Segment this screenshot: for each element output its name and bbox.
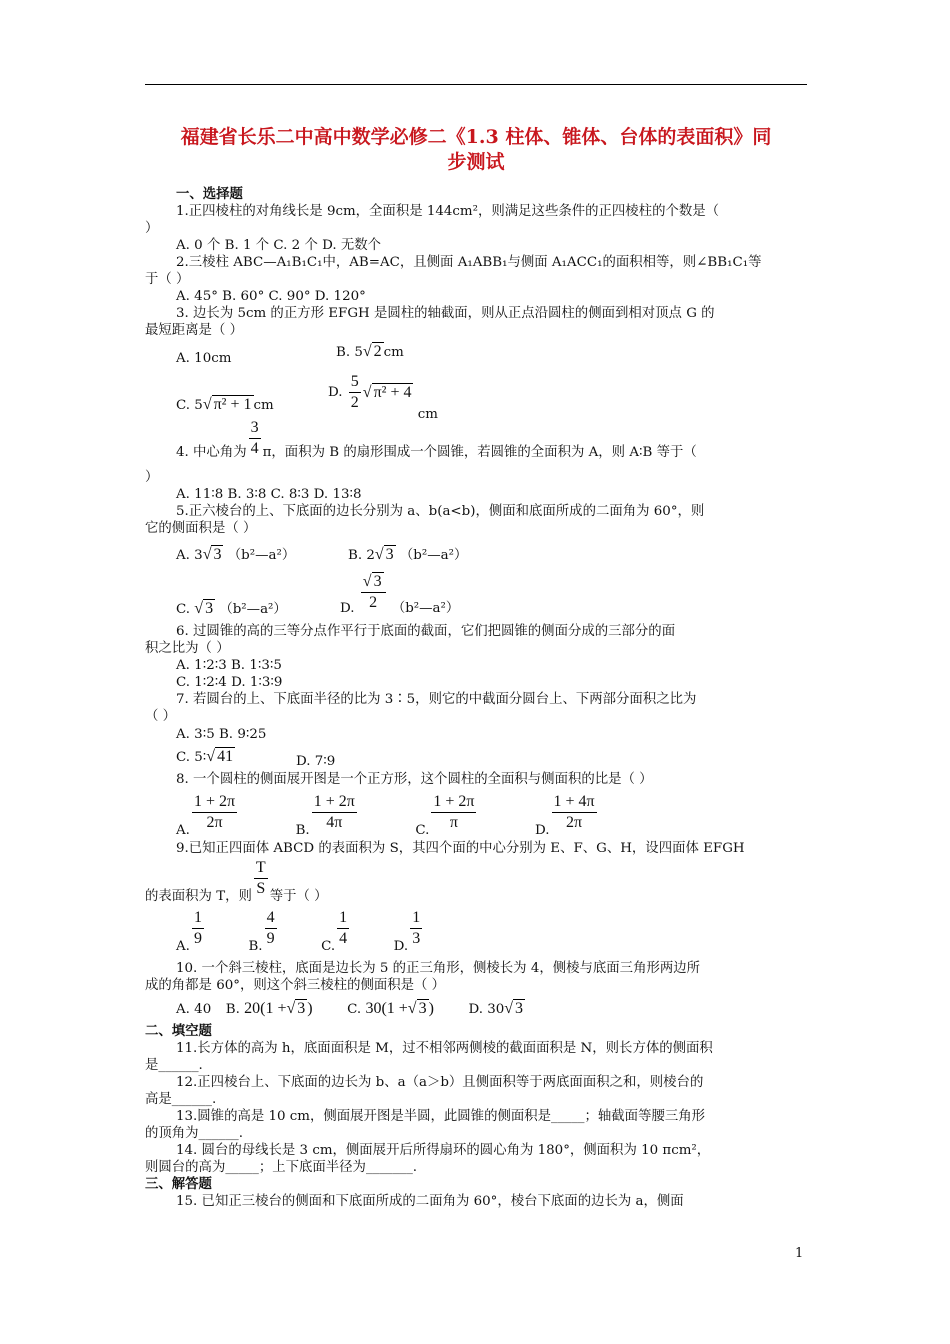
question-5-option-b: B. 2√ 3 （b²—a²） <box>348 546 468 563</box>
math-expression: 30(1 +√ 3 ) <box>365 1000 434 1017</box>
question-3-line-1: 3. 边长为 5cm 的正方形 EFGH 是圆柱的轴截面，则从正点沿圆柱的侧面到相对顶点 G 的 <box>176 306 715 321</box>
question-3-line-2: 最短距离是（ ） <box>145 323 243 338</box>
fraction: $\frac{5}{2}$ <box>350 373 359 411</box>
question-13-line-1: 13.圆锥的高是 10 cm，侧面展开图是半圆，此圆锥的侧面积是_____；轴截面等腰三角形 <box>176 1109 706 1124</box>
question-9-line-2: 的表面积为 T，则 $\frac{T}{S}$ 等于（ ） <box>145 859 328 904</box>
question-9-options: A. $\frac{1}{9}$ B. $\frac{4}{9}$ C. $\frac{1}{4}$ D. $\frac{1}{3}$ <box>176 909 421 954</box>
question-4-line-2: ） <box>145 470 159 485</box>
fraction: $\frac{1}{3}$ <box>412 909 421 947</box>
question-7-line-1: 7. 若圆台的上、下底面半径的比为 3∶5，则它的中截面分圆台上、下两部分面积之比为 <box>176 692 697 707</box>
question-12-line-1: 12.正四棱台上、下底面的边长为 b、a（a＞b）且侧面积等于两底面面积之和，则棱台的 <box>176 1075 704 1090</box>
question-9-line-1: 9.已知正四面体 ABCD 的表面积为 S，其四个面的中心分别为 E、F、G、H，设四面体 EFGH <box>176 841 745 856</box>
question-2-line-2: 于（ ） <box>145 272 190 287</box>
section-heading: 三、解答题 <box>145 1176 212 1192</box>
fraction: $\frac{1 + 2\pi}{4\pi}$ <box>313 793 355 831</box>
sqrt-expression: √ 3 <box>374 546 394 563</box>
question-6-options-2: C. 1∶2∶4 D. 1∶3∶9 <box>176 675 283 690</box>
question-7-option-d: D. 7∶9 <box>296 754 336 769</box>
question-11-line-2: 是______. <box>145 1058 203 1073</box>
question-10-options: A. 40 B. 20(1 +√ 3 ) C. 30(1 +√ 3 ) D. 30√ 3 <box>176 1000 524 1017</box>
question-4-options: A. 11∶8 B. 3∶8 C. 8∶3 D. 13∶8 <box>176 487 362 502</box>
fraction: $\frac{T}{S}$ <box>255 859 266 897</box>
question-5-line-2: 它的侧面积是（ ） <box>145 521 257 536</box>
sqrt-expression: √ 3 <box>194 600 214 617</box>
question-5-option-c: C. √ 3 （b²—a²） <box>176 600 287 617</box>
question-7-options-1: A. 3∶5 B. 9∶25 <box>176 727 267 742</box>
question-13-line-2: 的顶角为______. <box>145 1126 243 1141</box>
question-6-line-1: 6. 过圆锥的高的三等分点作平行于底面的截面，它们把圆锥的侧面分成的三部分的面 <box>176 624 676 639</box>
title-line-1: 福建省长乐二中高中数学必修二《1.3 柱体、锥体、台体的表面积》同 <box>180 126 772 148</box>
question-10-line-1: 10. 一个斜三棱柱，底面是边长为 5 的正三角形，侧棱长为 4，侧棱与底面三角形两边所 <box>176 961 701 976</box>
question-3-option-a: A. 10cm <box>176 351 232 366</box>
question-8-options: A. $\frac{1 + 2\pi}{2\pi}$ B. $\frac{1 + 2\pi}{4\pi}$ C. $\frac{1 + 2\pi}{\pi}$ D. $\frac{1 + 4\pi}{2\pi}$ <box>176 793 595 838</box>
question-5-option-d: D. $\frac{√ 3}{2}$ （b²—a²） <box>340 573 460 616</box>
section-heading: 一、选择题 <box>176 186 243 202</box>
fraction: $\frac{1}{4}$ <box>339 909 348 947</box>
fraction: $\frac{1 + 2\pi}{\pi}$ <box>433 793 475 831</box>
question-14-line-1: 14. 圆台的母线长是 3 cm，侧面展开后所得扇环的圆心角为 180°，侧面积为 10 πcm²， <box>176 1143 711 1158</box>
fraction: $\frac{3}{4}$ <box>250 419 259 457</box>
question-1-line-1: 1.正四棱柱的对角线长是 9cm，全面积是 144cm²，则满足这些条件的正四棱柱的个数是（ <box>176 204 720 219</box>
question-4-line-1: 4. 中心角为 $\frac{3}{4}$ π，面积为 B 的扇形围成一个圆锥，若圆锥的全面积为 A，则 A∶B 等于（ <box>176 419 697 460</box>
question-7-line-2: （ ） <box>145 709 177 724</box>
question-14-line-2: 则圆台的高为_____；上下底面半径为_______. <box>145 1160 418 1175</box>
fraction: $\frac{1 + 2\pi}{2\pi}$ <box>193 793 236 831</box>
question-10-line-2: 成的角都是 60°，则这个斜三棱柱的侧面积是（ ） <box>145 978 446 993</box>
question-3-option-c: C. 5√ π² + 1 cm <box>176 396 274 413</box>
fraction: $\frac{4}{9}$ <box>266 909 275 947</box>
question-2-options: A. 45° B. 60° C. 90° D. 120° <box>176 289 366 304</box>
sqrt-expression: √ 3 <box>202 546 222 563</box>
math-expression: 20(1 +√ 3 ) <box>244 1000 313 1017</box>
question-2-line-1: 2.三棱柱 ABC—A₁B₁C₁中，AB=AC，且侧面 A₁ABB₁与侧面 A₁ACC₁的面积相等，则∠BB₁C₁等 <box>176 255 762 270</box>
question-1-options: A. 0 个 B. 1 个 C. 2 个 D. 无数个 <box>176 238 382 253</box>
question-7-option-c: C. 5∶√ 41 <box>176 748 234 765</box>
sqrt-expression: √ π² + 4 <box>362 384 412 401</box>
fraction: $\frac{√ 3}{2}$ <box>361 572 386 613</box>
question-1-line-2: ） <box>145 221 159 236</box>
question-5-option-a: A. 3√ 3 （b²—a²） <box>176 546 296 563</box>
header-rule <box>145 84 807 85</box>
question-6-options-1: A. 1∶2∶3 B. 1∶3∶5 <box>176 658 282 673</box>
document-title <box>145 125 807 175</box>
page-number: 1 <box>795 1246 804 1261</box>
question-15-line-1: 15. 已知正三棱台的侧面和下底面所成的二面角为 60°，棱台下底面的边长为 a，侧面 <box>176 1194 684 1209</box>
fraction: $\frac{1 + 4\pi}{2\pi}$ <box>553 793 595 831</box>
sqrt-expression: √ 3 <box>504 1000 524 1017</box>
question-3-option-d: D. $\frac{5}{2}$ √ π² + 4 cm <box>328 373 438 422</box>
question-12-line-2: 高是______. <box>145 1092 217 1107</box>
question-6-line-2: 积之比为（ ） <box>145 641 230 656</box>
title-line-2: 步测试 <box>447 151 505 173</box>
sqrt-expression: √ 2 <box>362 343 382 360</box>
question-8-line-1: 8. 一个圆柱的侧面展开图是一个正方形，这个圆柱的全面积与侧面积的比是（ ） <box>176 772 653 787</box>
question-5-line-1: 5.正六棱台的上、下底面的边长分别为 a、b(a<b)，侧面和底面所成的二面角为 60°，则 <box>176 504 705 519</box>
fraction: $\frac{1}{9}$ <box>193 909 202 947</box>
question-3-option-b: B. 5√ 2 cm <box>336 343 404 360</box>
question-11-line-1: 11.长方体的高为 h，底面面积是 M，过不相邻两侧棱的截面面积是 N，则长方体的侧面积 <box>176 1041 713 1056</box>
section-heading: 二、填空题 <box>145 1023 212 1039</box>
sqrt-expression: √ π² + 1 <box>202 396 252 413</box>
sqrt-expression: √ 41 <box>206 748 234 765</box>
